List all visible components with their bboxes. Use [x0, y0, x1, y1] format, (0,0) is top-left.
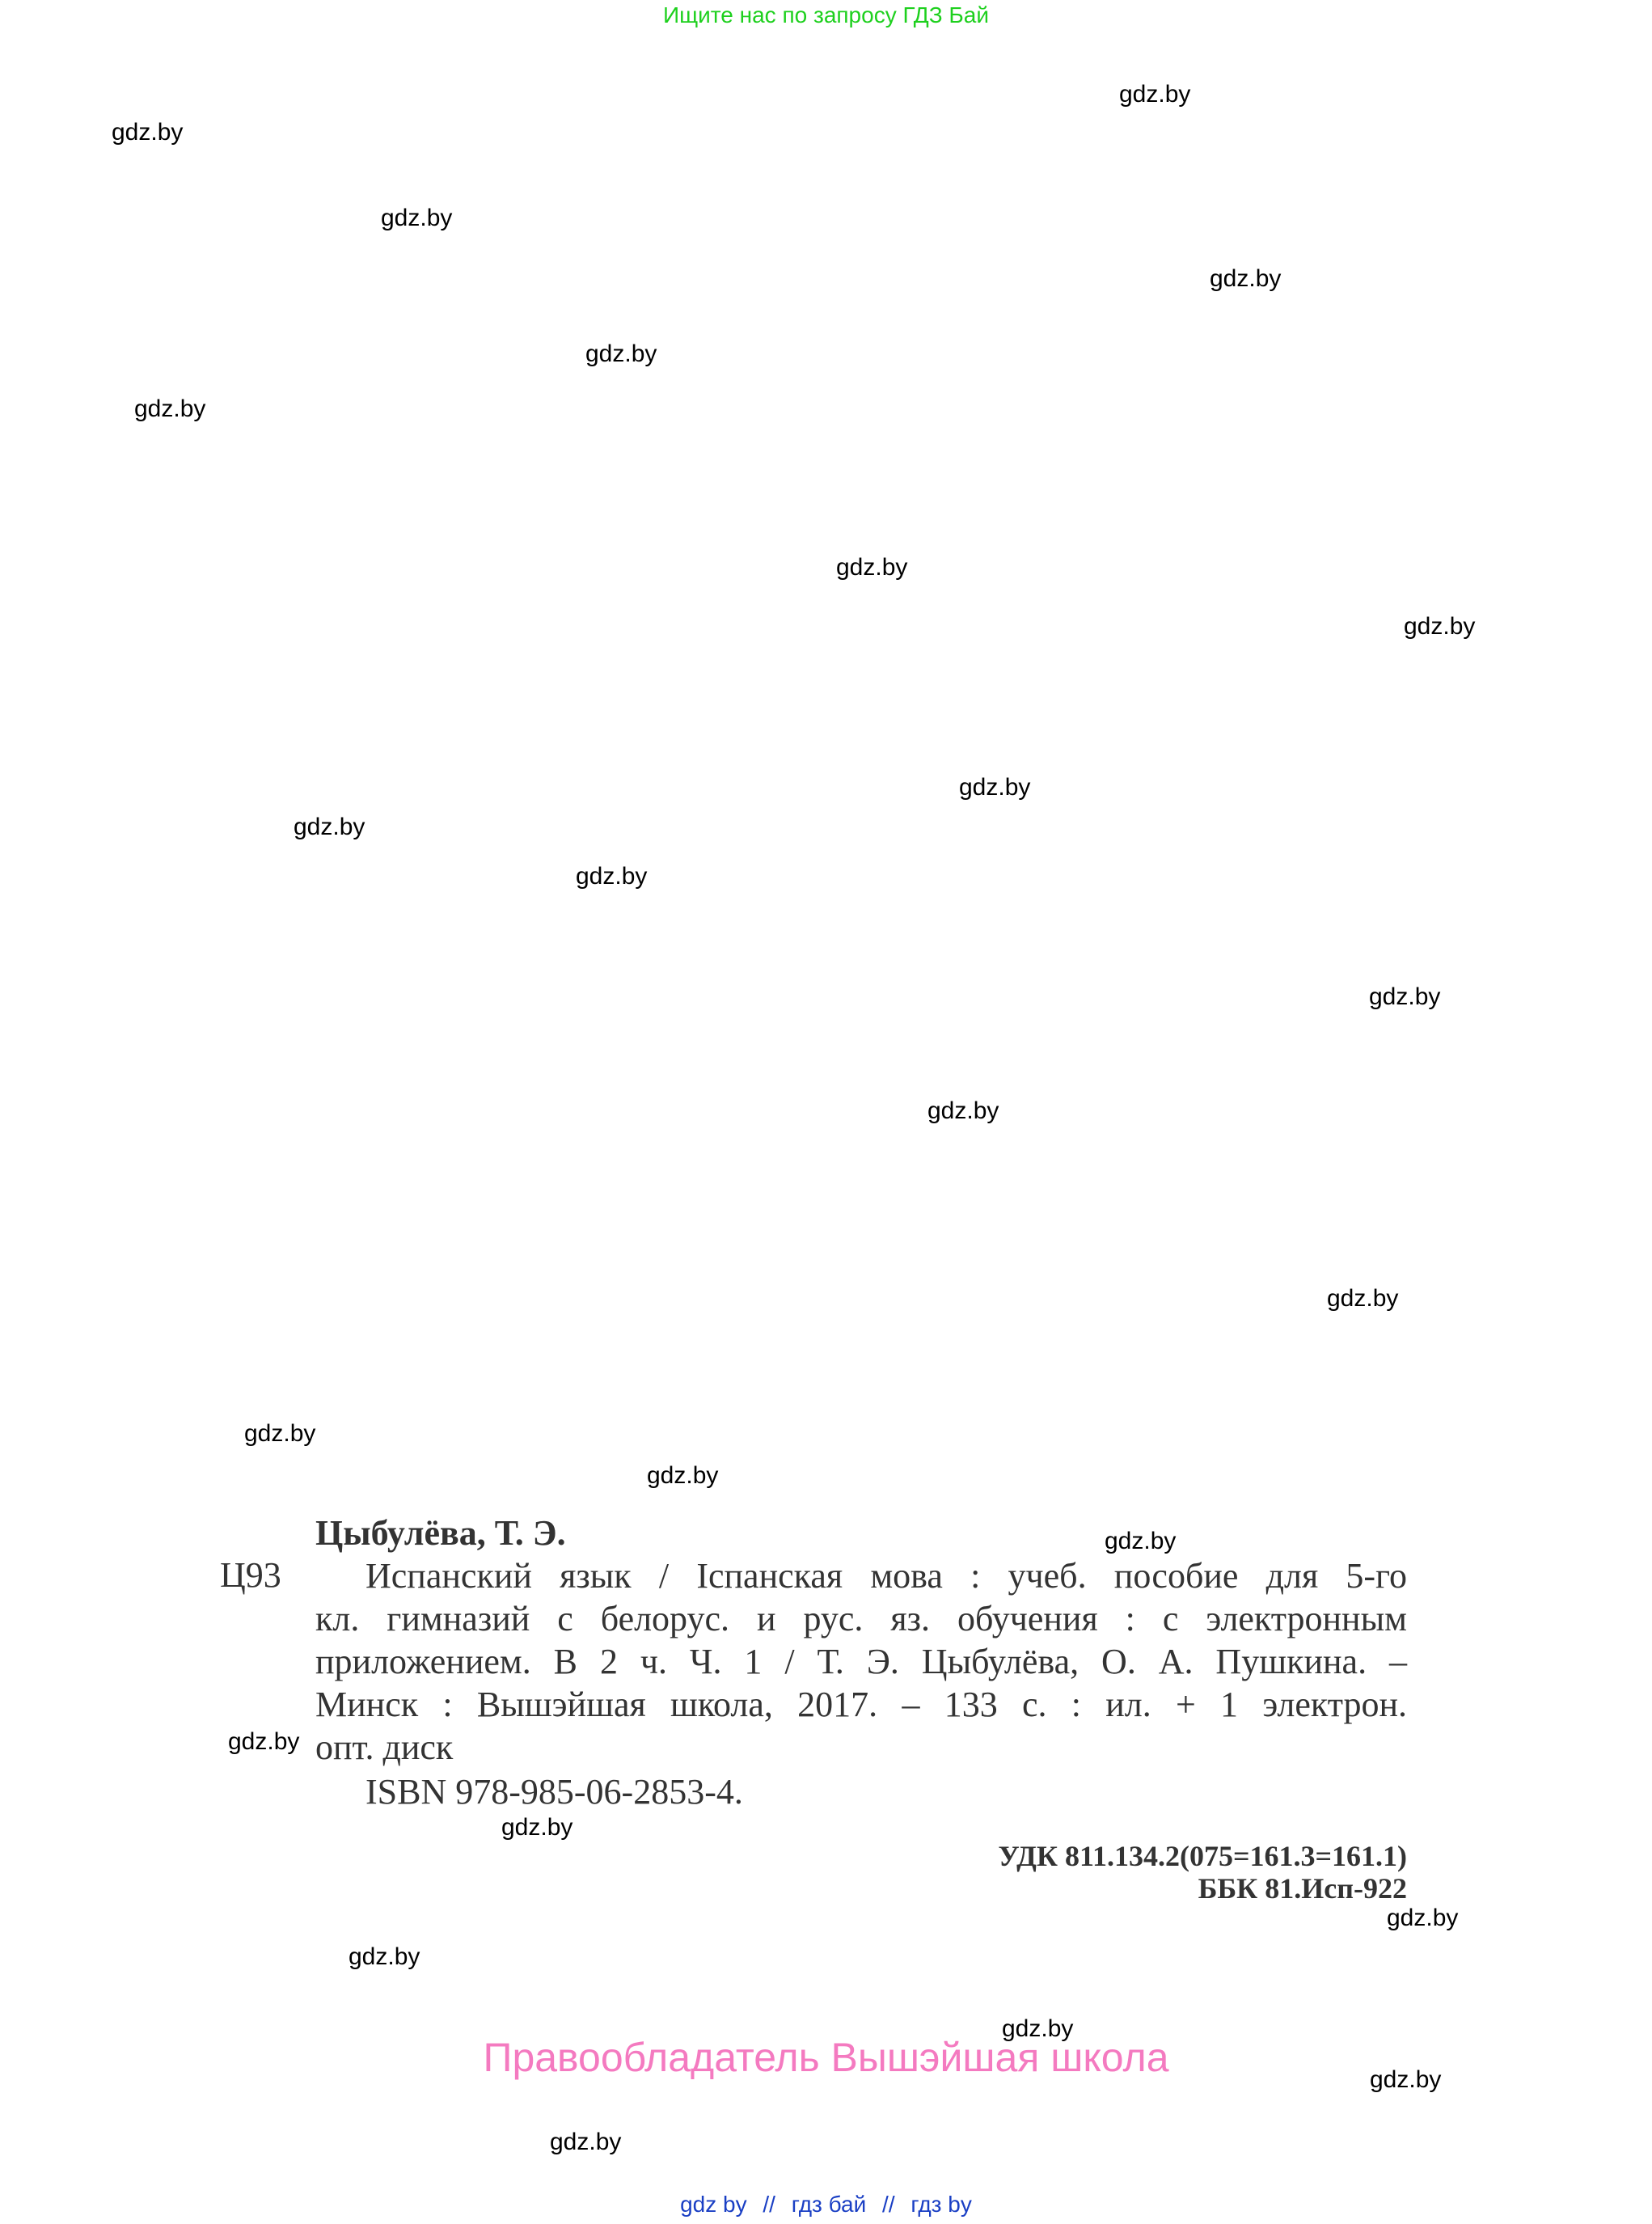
description-line: Минск : Вышэйшая школа, 2017. – 133 с. : ил. + 1 электрон.	[315, 1685, 1407, 1724]
watermark: gdz.by	[1105, 1528, 1177, 1554]
watermark: gdz.by	[927, 1097, 999, 1124]
watermark: gdz.by	[294, 814, 365, 840]
author-heading: Цыбулёва, Т. Э.	[315, 1513, 566, 1553]
watermark: gdz.by	[244, 1420, 316, 1447]
watermark: gdz.by	[1119, 81, 1191, 108]
watermark: gdz.by	[1369, 983, 1441, 1010]
watermark: gdz.by	[550, 2129, 622, 2155]
footer-link[interactable]: гдз бай	[791, 2192, 867, 2217]
watermark: gdz.by	[501, 1814, 573, 1841]
watermark: gdz.by	[1404, 613, 1476, 640]
watermark: gdz.by	[647, 1462, 719, 1489]
description-line: приложением. В 2 ч. Ч. 1 / Т. Э. Цыбулёва, О. А. Пушкина. –	[315, 1642, 1407, 1681]
classification-code: Ц93	[220, 1555, 281, 1595]
description-line: Испанский язык / Іспанская мова : учеб. пособие для 5-го	[365, 1556, 1407, 1596]
watermark: gdz.by	[585, 340, 657, 367]
watermark: gdz.by	[1327, 1285, 1399, 1312]
watermark: gdz.by	[959, 774, 1031, 801]
bibliographic-description	[315, 1554, 1407, 1769]
watermark: gdz.by	[576, 863, 648, 890]
watermark: gdz.by	[1370, 2066, 1442, 2093]
footer-separator: //	[763, 2192, 775, 2217]
watermark: gdz.by	[1002, 2015, 1074, 2042]
watermark: gdz.by	[1210, 265, 1282, 292]
description-line: кл. гимназий с белорус. и рус. яз. обучения : с электронным	[315, 1599, 1407, 1638]
watermark: gdz.by	[228, 1728, 300, 1755]
footer-link[interactable]: гдз by	[911, 2192, 972, 2217]
footer-links	[0, 2192, 1652, 2218]
footer-separator: //	[882, 2192, 895, 2217]
top-banner: Ищите нас по запросу ГДЗ Бай	[662, 2, 990, 27]
watermark: gdz.by	[134, 395, 206, 422]
udk-index: УДК 811.134.2(075=161.3=161.1)	[998, 1840, 1407, 1872]
isbn: ISBN 978-985-06-2853-4.	[365, 1772, 743, 1812]
watermark: gdz.by	[836, 554, 908, 581]
copyright-holder: Правообладатель Вышэйшая школа	[483, 2035, 1169, 2080]
bbk-index: ББК 81.Исп-922	[1198, 1872, 1407, 1905]
watermark: gdz.by	[349, 1943, 420, 1970]
watermark: gdz.by	[1387, 1905, 1459, 1931]
watermark: gdz.by	[381, 205, 453, 231]
description-line: опт. диск	[315, 1727, 454, 1767]
watermark: gdz.by	[112, 119, 184, 146]
footer-link[interactable]: gdz by	[680, 2192, 747, 2217]
